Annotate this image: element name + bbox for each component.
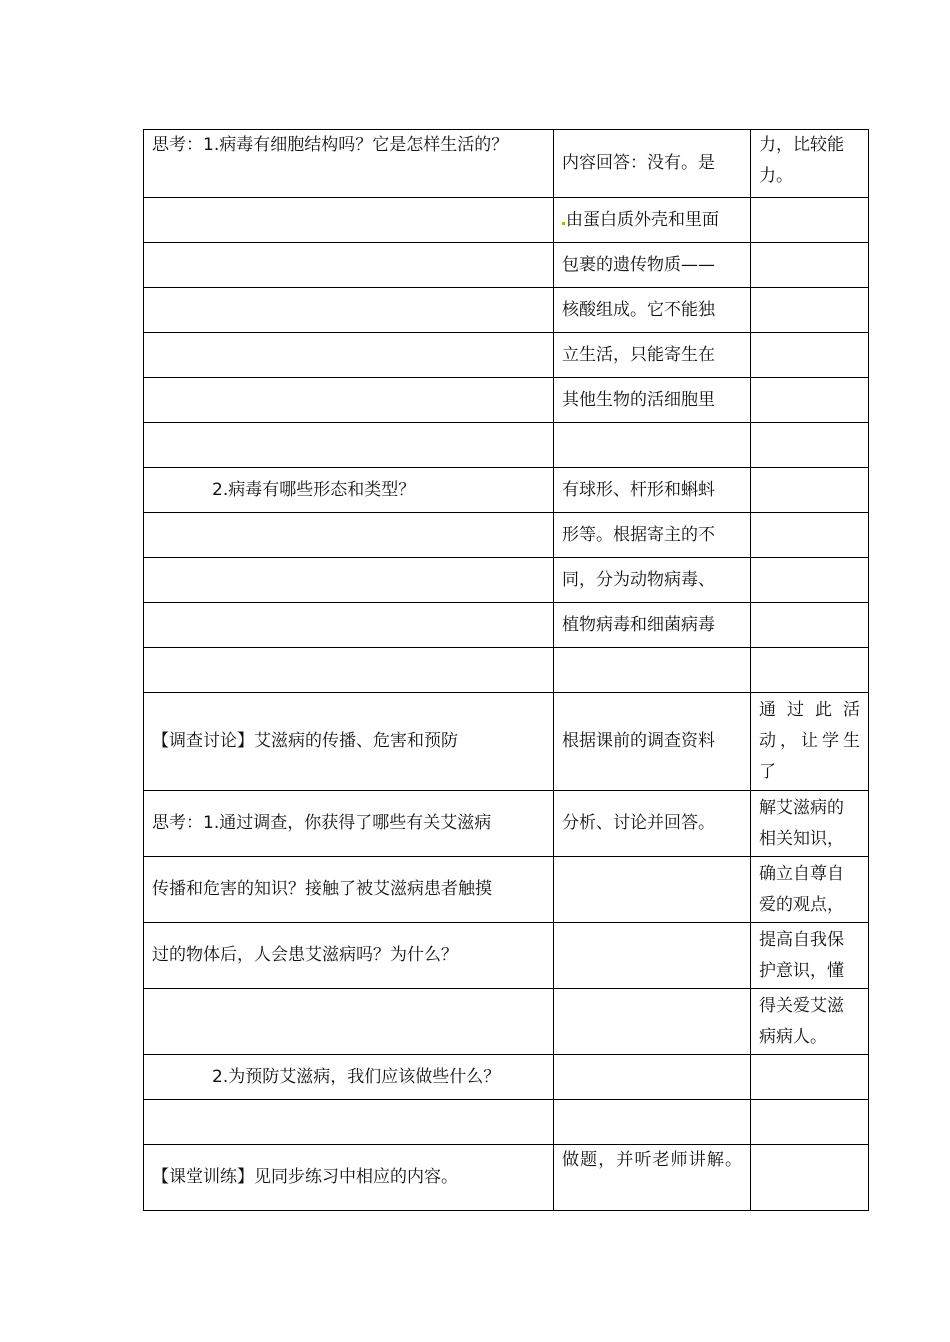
table-cell [144,513,554,558]
table-cell: 内容回答：没有。是 [554,130,751,198]
table-cell [144,423,554,468]
table-row [144,130,869,198]
table-cell: 根据课前的调查资料 [554,693,751,791]
table-cell [751,648,869,693]
table-cell [144,648,554,693]
table-cell [554,648,751,693]
table-cell: 2.为预防艾滋病，我们应该做些什么？ [144,1055,554,1100]
table-cell: 其他生物的活细胞里 [554,378,751,423]
table-row [144,378,869,423]
table-cell [751,1100,869,1145]
table-cell [751,468,869,513]
table-row [144,989,869,1055]
table-cell [751,243,869,288]
table-cell [751,198,869,243]
table-cell [554,1055,751,1100]
table-cell [554,423,751,468]
table-cell [554,989,751,1055]
table-cell: 思考：1.病毒有细胞结构吗？它是怎样生活的？ [144,130,554,198]
table-row [144,791,869,857]
table-cell: 得关爱艾滋病病人。 [751,989,869,1055]
table-row [144,1145,869,1211]
marker-dot [562,222,565,225]
table-row [144,1055,869,1100]
table-cell: 传播和危害的知识？接触了被艾滋病患者触摸 [144,857,554,923]
table-cell: 同，分为动物病毒、 [554,558,751,603]
table-cell [144,198,554,243]
table-cell [751,1145,869,1211]
table-cell: 分析、讨论并回答。 [554,791,751,857]
table-cell: 立生活，只能寄生在 [554,333,751,378]
lesson-table [143,129,869,1211]
table-cell: 【课堂训练】见同步练习中相应的内容。 [144,1145,554,1211]
table-cell: 【调查讨论】艾滋病的传播、危害和预防 [144,693,554,791]
table-cell: 确立自尊自爱的观点， [751,857,869,923]
table-cell [751,603,869,648]
cell-text: 由蛋白质外壳和里面 [566,209,719,230]
table-cell [751,558,869,603]
table-cell [554,1100,751,1145]
table-row [144,468,869,513]
table-row [144,923,869,989]
table-cell [751,378,869,423]
table-row [144,423,869,468]
table-cell [144,288,554,333]
table-cell [144,989,554,1055]
table-cell [144,603,554,648]
table-cell: 思考：1.通过调查，你获得了哪些有关艾滋病 [144,791,554,857]
table-cell: 力，比较能力。 [751,130,869,198]
table-cell [751,513,869,558]
table-cell [144,243,554,288]
table-cell [751,288,869,333]
table-cell [751,423,869,468]
table-cell [554,198,751,243]
table-row [144,603,869,648]
table-cell: 包裹的遗传物质—— [554,243,751,288]
table-cell [554,923,751,989]
table-row [144,243,869,288]
table-cell: 2.病毒有哪些形态和类型？ [144,468,554,513]
table-row [144,1100,869,1145]
table-cell: 过的物体后，人会患艾滋病吗？为什么？ [144,923,554,989]
table-cell: 有球形、杆形和蝌蚪 [554,468,751,513]
table-cell: 植物病毒和细菌病毒 [554,603,751,648]
table-cell [144,1100,554,1145]
table-cell: 核酸组成。它不能独 [554,288,751,333]
table-row [144,513,869,558]
table-cell [751,333,869,378]
table-cell [144,558,554,603]
table-row [144,198,869,243]
table-row [144,693,869,791]
table-row [144,558,869,603]
table-cell [751,1055,869,1100]
table-cell: 提高自我保护意识，懂 [751,923,869,989]
table-cell: 解艾滋病的相关知识， [751,791,869,857]
table-row [144,333,869,378]
table-row [144,288,869,333]
table-cell: 通过此活动，让学生了 [751,693,869,791]
table-row [144,648,869,693]
table-cell: 形等。根据寄主的不 [554,513,751,558]
table-cell [144,378,554,423]
table-cell [554,857,751,923]
table-cell: 做题，并听老师讲解。 [554,1145,751,1211]
table-row [144,857,869,923]
table-cell [144,333,554,378]
